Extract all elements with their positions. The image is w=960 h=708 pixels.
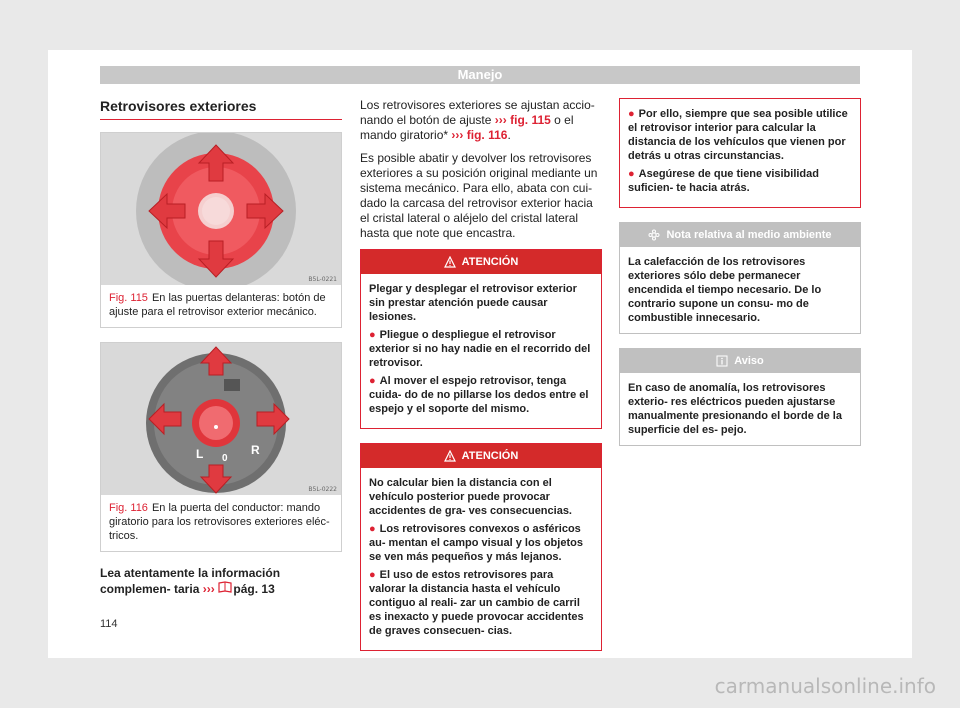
watermark: carmanualsonline.info (714, 674, 936, 698)
info-note-header (620, 349, 860, 373)
warning-bullet: ● Pliegue o despliegue el retrovisor exterior si no hay nadie en el recorrido del retrovisor. (369, 329, 591, 369)
figure-label: Fig. 115 (109, 292, 148, 304)
warning-title: ATENCIÓN (461, 450, 519, 462)
figure-code: B5L-0222 (308, 486, 337, 493)
warning-continuation-box (619, 98, 861, 208)
figure-label: Fig. 116 (109, 502, 148, 514)
figure-caption (101, 495, 341, 551)
rotary-mirror-control-illustration (101, 343, 341, 495)
environment-note-body: La calefacción de los retrovisores exteriores sólo debe permanecer encendida el tiempo necesario. De lo contrario supone un consu- mo de combustible innecesario. (628, 256, 822, 324)
page-number: 114 (100, 618, 118, 630)
warning-title: ATENCIÓN (461, 256, 519, 268)
column-right (619, 98, 861, 460)
column-middle (360, 98, 602, 665)
environment-note-title: Nota relativa al medio ambiente (666, 229, 832, 241)
paragraph-adjust: Los retrovisores exteriores se ajustan accio- nando el botón de ajuste ››› fig. 115 o el mando giratorio* ››› fig. 116. (360, 98, 595, 142)
reference-arrow: ››› (451, 128, 464, 142)
page-header: Manejo (100, 66, 860, 84)
paragraph-text: Los retrovisores exteriores se ajustan accio- nando el botón de ajuste (360, 98, 595, 127)
info-note-box (619, 348, 861, 446)
figure-code: B5L-0221 (308, 276, 337, 283)
rotary-letter-left: L (196, 447, 204, 461)
figure-116-image (101, 343, 341, 495)
figure-116 (100, 342, 342, 552)
warning-book-icon (218, 581, 230, 593)
paragraph-text: o el mando giratorio* (360, 113, 574, 142)
warning-bullet: ● Asegúrese de que tiene visibilidad suficien- te hacia atrás. (628, 168, 819, 194)
flower-icon (648, 229, 660, 241)
info-icon (716, 355, 728, 367)
mirror-adjust-knob-illustration (101, 133, 341, 285)
rotary-letter-mid: 0 (222, 453, 228, 464)
paragraph-fold: Es posible abatir y devolver los retrovisores exteriores a su posición original mediante un sistema mecánico. Para ello, abata con cui- dado la carcasa del retrovisor exterior hacia el cristal lateral o aléjelo del cristal lateral hasta que note que encastra. (360, 151, 598, 240)
figure-link[interactable]: fig. 115 (510, 113, 551, 127)
figure-link[interactable]: fig. 116 (466, 128, 508, 142)
warning-header (361, 444, 601, 468)
warning-body (361, 274, 601, 428)
warning-triangle-icon (444, 450, 456, 462)
warning-box-2 (360, 443, 602, 651)
section-title: Retrovisores exteriores (100, 98, 342, 120)
warning-box-1 (360, 249, 602, 429)
warning-bullet: ● El uso de estos retrovisores para valorar la distancia hasta el vehículo contiguo al reali- zar un cambio de carril es inexacto y puede provocar accidentes de graves consecuen- cias. (369, 569, 584, 637)
rotary-letter-right: R (251, 443, 260, 457)
warning-body (620, 99, 860, 207)
figure-caption-text: En las puertas delanteras: botón de ajuste para el retrovisor exterior mecánico. (109, 292, 326, 318)
reference-arrow: ››› (202, 582, 215, 596)
warning-intro: No calcular bien la distancia con el vehículo posterior puede provocar accidentes de gra- ves consecuencias. (369, 477, 572, 517)
warning-header (361, 250, 601, 274)
figure-115-image (101, 133, 341, 285)
warning-intro: Plegar y desplegar el retrovisor exterior sin prestar atención puede causar lesiones. (369, 283, 577, 323)
column-left (100, 98, 342, 597)
additional-info-note (100, 566, 342, 597)
warning-body (361, 468, 601, 650)
reference-arrow: ››› (494, 113, 507, 127)
environment-note-header (620, 223, 860, 247)
additional-info-text: Lea atentamente la información complemen- taria (100, 566, 281, 596)
figure-caption (101, 285, 341, 327)
info-note-body: En caso de anomalía, los retrovisores exterio- res eléctricos pueden ajustarse manualmente presionando el borde de la superficie del es- pejo. (628, 382, 842, 436)
warning-bullet: ● Al mover el espejo retrovisor, tenga cuida- do de no pillarse los dedos entre el espejo y el soporte del mismo. (369, 375, 589, 415)
warning-bullet: ● Por ello, siempre que sea posible utilice el retrovisor interior para calcular la distancia de los vehículos que vienen por detrás u otras circunstancias. (628, 108, 848, 162)
figure-115 (100, 132, 342, 328)
environment-note-box (619, 222, 861, 334)
warning-triangle-icon (444, 256, 456, 268)
figure-caption-text: En la puerta del conductor: mando giratorio para los retrovisores exteriores eléc- tricos. (109, 502, 330, 542)
info-note-title: Aviso (734, 355, 764, 367)
page-reference[interactable]: pág. 13 (233, 582, 275, 596)
warning-bullet: ● Los retrovisores convexos o asféricos au- mentan el campo visual y los objetos se ven más pequeños y más lejanos. (369, 523, 583, 563)
